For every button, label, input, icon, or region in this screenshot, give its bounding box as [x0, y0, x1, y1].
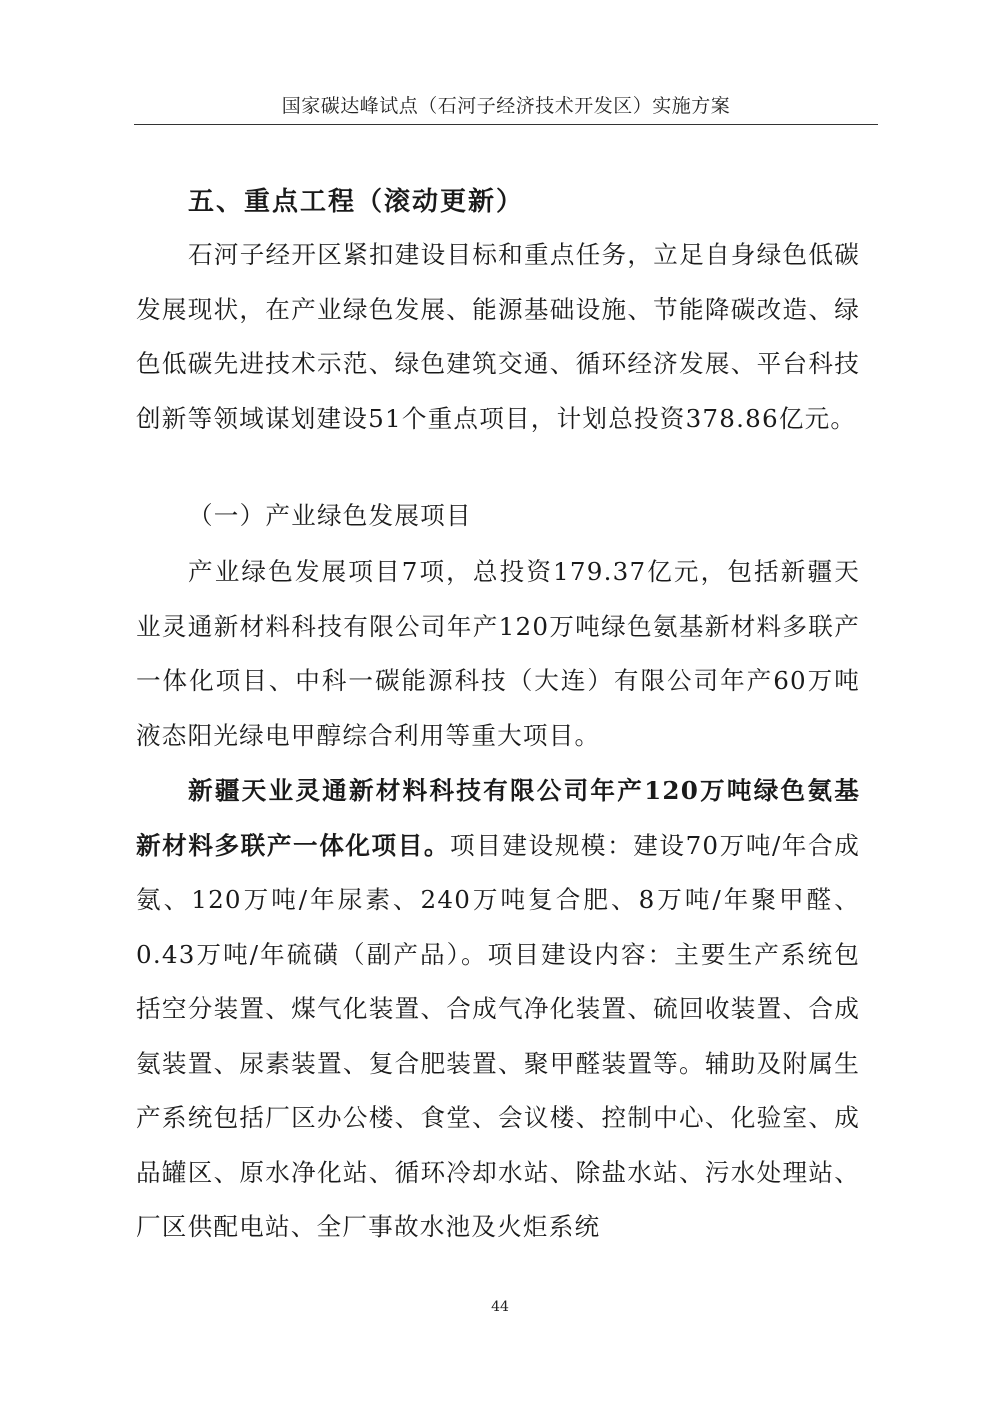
- project-title: 新疆天业灵通新材料科技有限公司年产120万吨绿色氨基新材料多联产一体化项目。: [136, 776, 860, 860]
- intro-paragraph: 石河子经开区紧扣建设目标和重点任务，立足自身绿色低碳发展现状，在产业绿色发展、能源基础设施、节能降碳改造、绿色低碳先进技术示范、绿色建筑交通、循环经济发展、平台科技创新等领域谋划建设51个重点项目，计划总投资378.86亿元。: [136, 240, 860, 433]
- section-title: 五、重点工程（滚动更新）: [188, 187, 525, 217]
- page-number: 44: [491, 1299, 509, 1315]
- project-paragraph: [136, 764, 860, 1255]
- subsection-heading: （一）产业绿色发展项目: [188, 501, 472, 530]
- industry-summary-paragraph: 产业绿色发展项目7项，总投资179.37亿元，包括新疆天业灵通新材料科技有限公司年产120万吨绿色氨基新材料多联产一体化项目、中科一碳能源科技（大连）有限公司年产60万吨液态阳光绿电甲醇综合利用等重大项目。: [136, 557, 860, 750]
- running-header: 国家碳达峰试点（石河子经济技术开发区）实施方案: [281, 95, 731, 117]
- project-body: 项目建设规模：建设70万吨/年合成氨、120万吨/年尿素、240万吨复合肥、8万吨/年聚甲醛、0.43万吨/年硫磺（副产品）。项目建设内容：主要生产系统包括空分装置、煤气化装置、合成气净化装置、硫回收装置、合成氨装置、尿素装置、复合肥装置、聚甲醛装置等。辅助及附属生产系统包括厂区办公楼、食堂、会议楼、控制中心、化验室、成品罐区、原水净化站、循环冷却水站、除盐水站、污水处理站、厂区供配电站、全厂事故水池及火炬系统: [136, 830, 860, 1241]
- header-divider: [134, 124, 878, 125]
